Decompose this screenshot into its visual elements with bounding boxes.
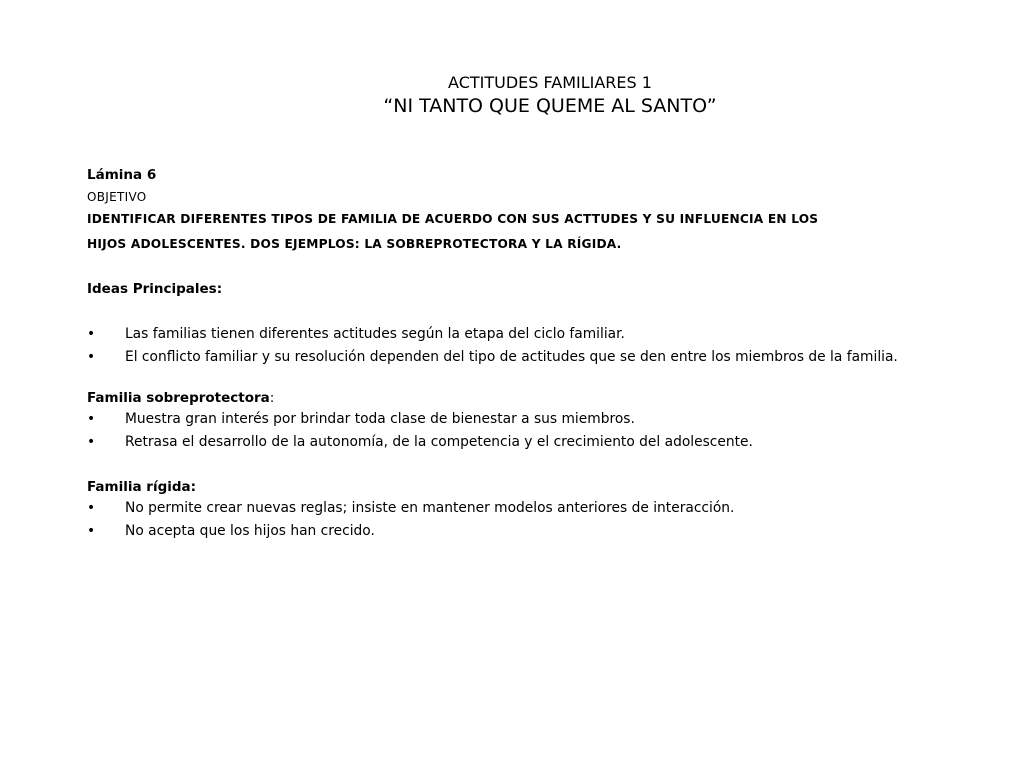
ideas-heading: Ideas Principales: xyxy=(87,281,223,297)
list-item xyxy=(87,521,937,541)
bullet-icon: • xyxy=(87,523,96,539)
objetivo-text: IDENTIFICAR DIFERENTES TIPOS DE FAMILIA DE ACUERDO CON SUS ACTTUDES Y SU INFLUENCIA EN LOS HIJOS ADOLESCENTES. DOS EJEMPLOS: LA SOBREPROTECTORA Y LA RÍGIDA. xyxy=(87,212,819,251)
sobreprotectora-list xyxy=(87,409,937,452)
title-line-1: ACTITUDES FAMILIARES 1 xyxy=(448,73,652,92)
list-item xyxy=(87,347,937,367)
rigida-heading: Familia rígida: xyxy=(87,479,197,495)
list-item-text: Las familias tienen diferentes actitudes según la etapa del ciclo familiar. xyxy=(125,326,625,342)
content xyxy=(87,165,937,544)
title-line-2: “NI TANTO QUE QUEME AL SANTO” xyxy=(383,95,717,117)
bullet-icon: • xyxy=(87,411,96,427)
objetivo-label: OBJETIVO xyxy=(87,190,147,204)
sobreprotectora-heading-text: Familia sobreprotectora xyxy=(87,390,270,406)
list-item-text: Retrasa el desarrollo de la autonomía, de la competencia y el crecimiento del adolescente. xyxy=(125,434,753,450)
rigida-list xyxy=(87,498,937,541)
bullet-icon: • xyxy=(87,500,96,516)
sobreprotectora-heading-colon: : xyxy=(269,390,275,406)
list-item-text: Muestra gran interés por brindar toda clase de bienestar a sus miembros. xyxy=(125,411,635,427)
bullet-icon: • xyxy=(87,349,96,365)
title-block xyxy=(0,72,1024,118)
sobreprotectora-heading xyxy=(87,387,937,409)
bullet-icon: • xyxy=(87,434,96,450)
list-item-text: No acepta que los hijos han crecido. xyxy=(125,523,375,539)
ideas-list xyxy=(87,324,937,367)
list-item-text: El conflicto familiar y su resolución dependen del tipo de actitudes que se den entre los miembros de la familia. xyxy=(125,349,898,365)
list-item xyxy=(87,432,937,452)
list-item-text: No permite crear nuevas reglas; insiste en mantener modelos anteriores de interacción. xyxy=(125,500,735,516)
list-item xyxy=(87,409,937,429)
list-item xyxy=(87,498,937,518)
bullet-icon: • xyxy=(87,326,96,342)
lamina-label: Lámina 6 xyxy=(87,167,157,183)
list-item xyxy=(87,324,937,344)
